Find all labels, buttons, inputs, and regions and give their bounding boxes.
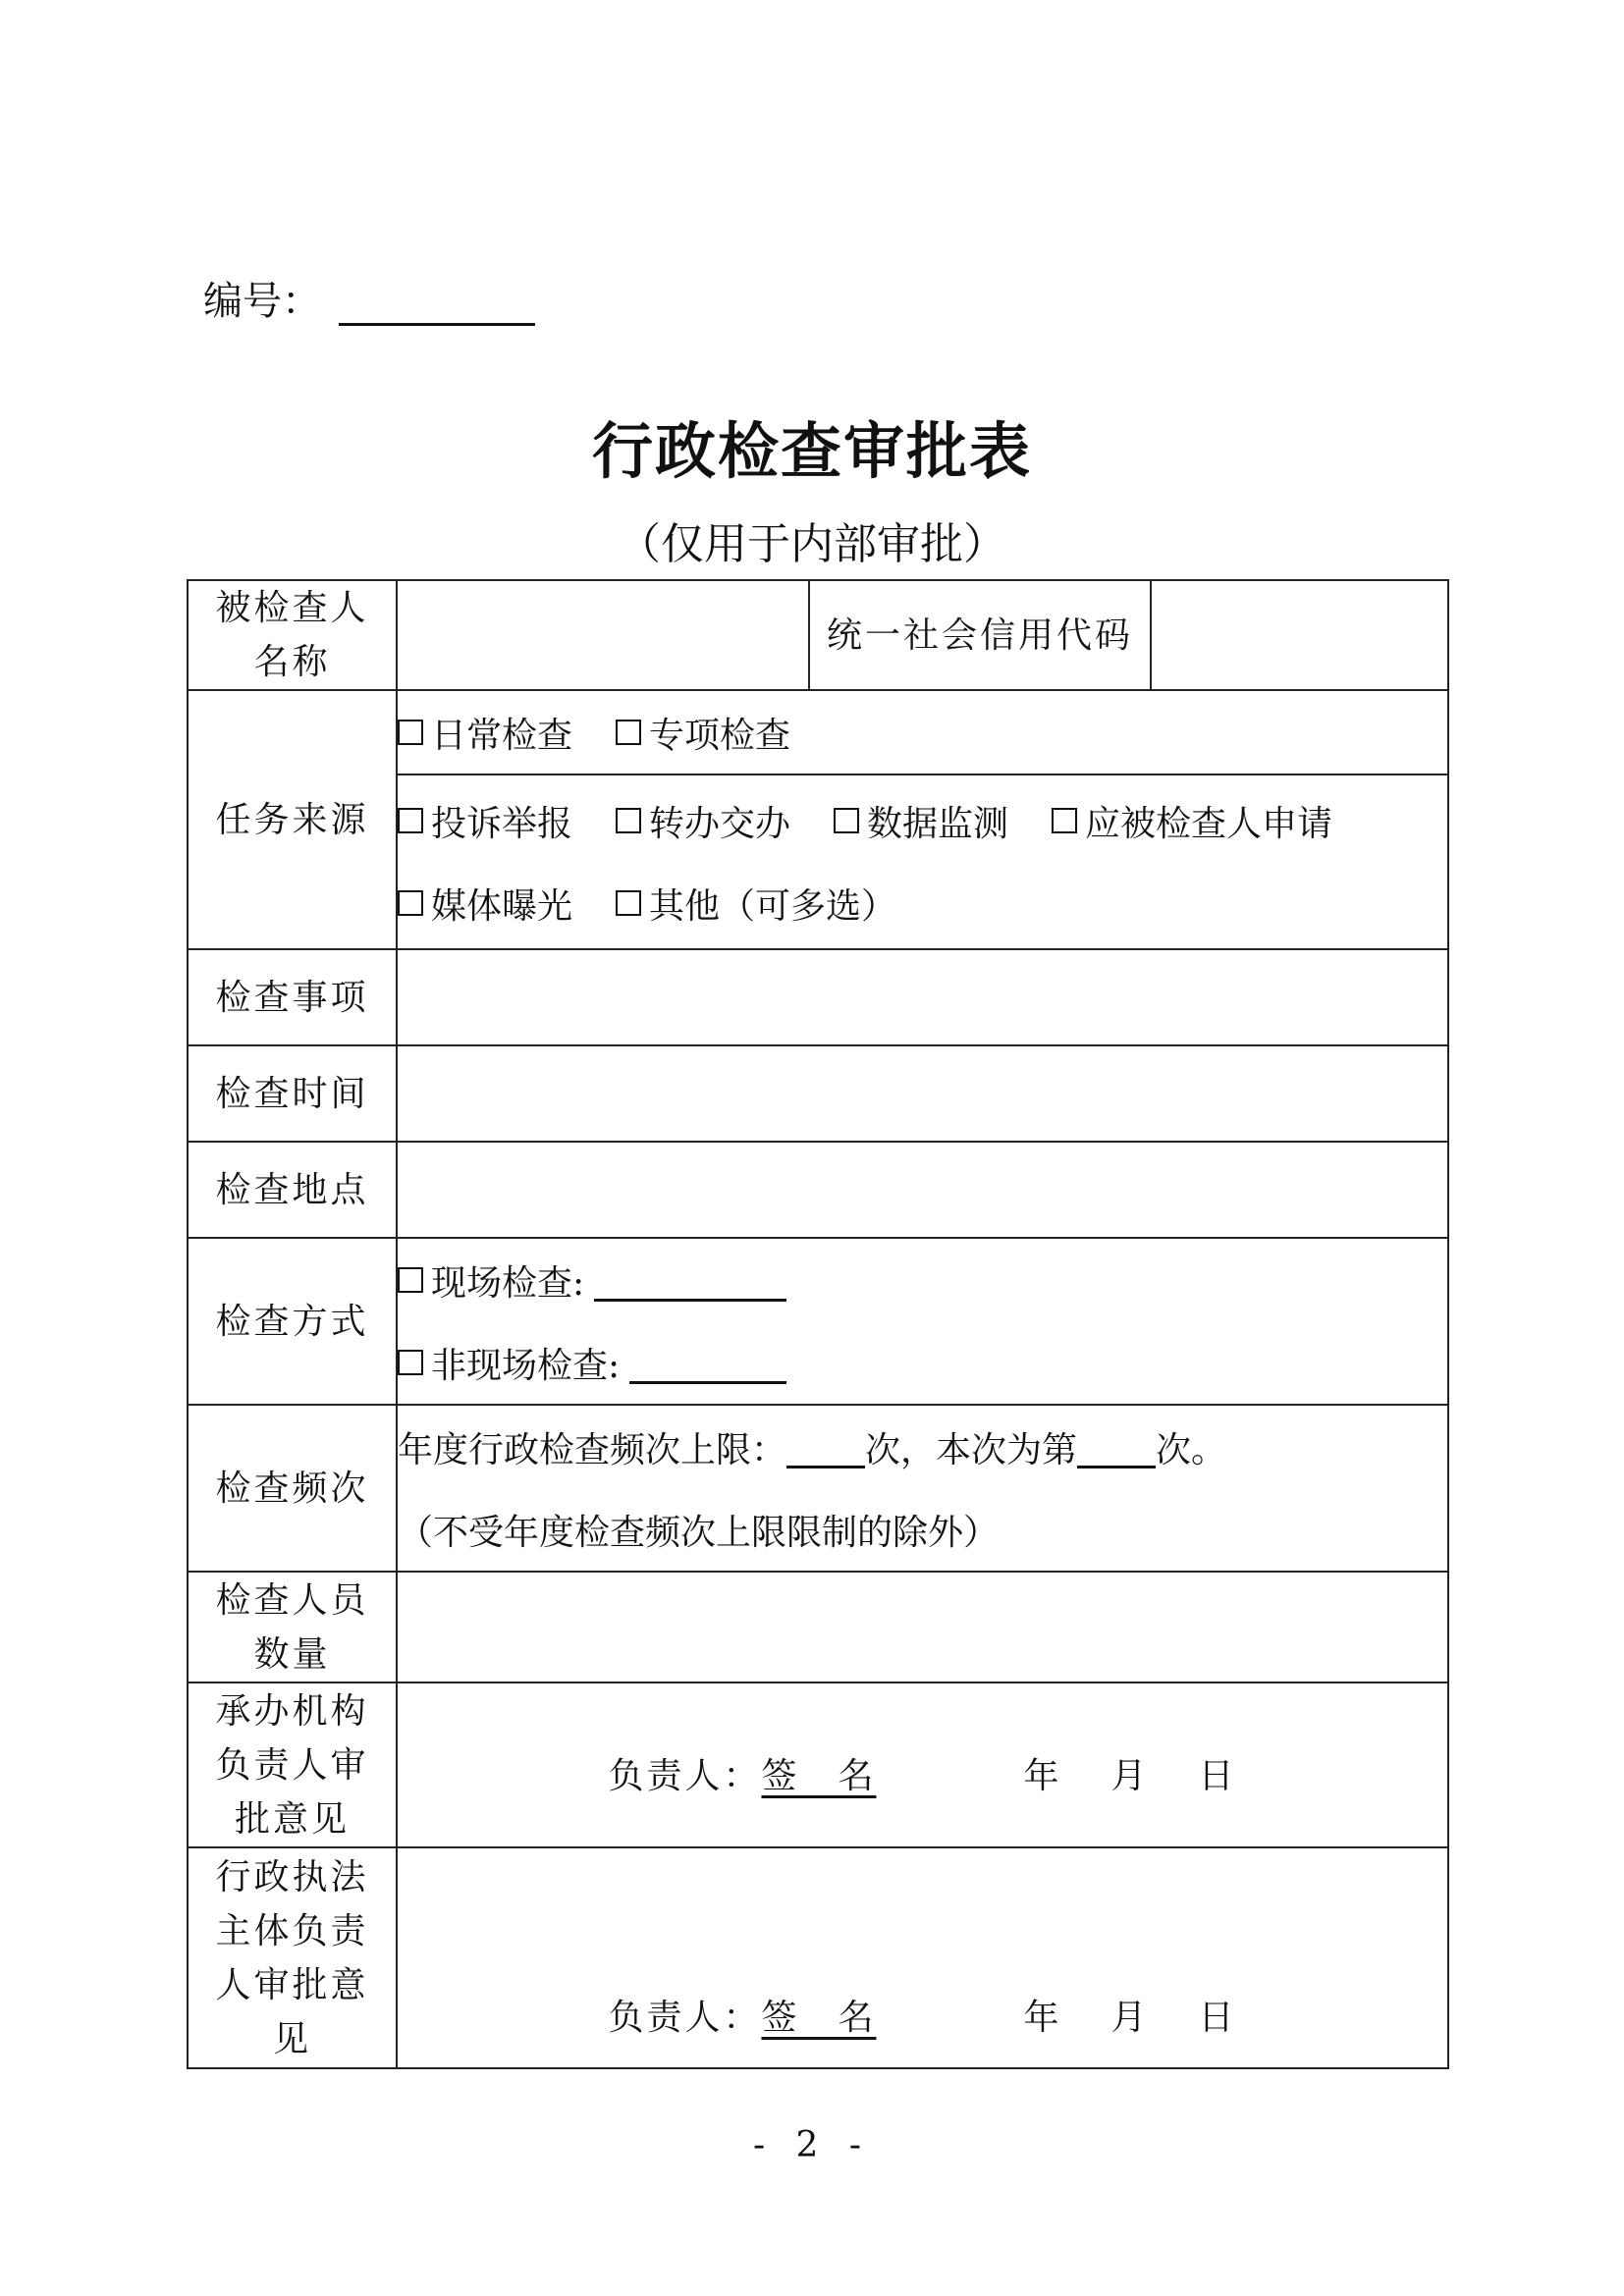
row-org-approval [188,1682,1448,1847]
task-source-options-2 [397,774,1448,949]
inspected-name-label: 被检查人名称 [188,580,397,690]
inspection-method-label: 检查方式 [188,1238,397,1405]
document-number [203,277,535,326]
credit-code-label: 统一社会信用代码 [809,580,1151,690]
org-month: 月 [1110,1755,1150,1796]
row-inspection-place [188,1142,1448,1238]
org-signature-line [398,1733,1447,1798]
page-number: - 2 - [752,2125,872,2165]
org-signer-label: 负责人： [608,1755,762,1796]
inspection-method-options [397,1238,1448,1405]
inspection-frequency-content [397,1405,1448,1572]
option-media-exposure[interactable]: 媒体曝光 [398,879,572,929]
task-source-options-1 [397,690,1448,774]
inspectors-count-label: 检查人员数量 [188,1572,397,1682]
inspection-item-label: 检查事项 [188,949,397,1045]
org-year: 年 [1023,1755,1062,1796]
row-inspection-method [188,1238,1448,1405]
entity-month: 月 [1110,1998,1150,2038]
row-inspected-name [188,580,1448,690]
option-onsite-inspection[interactable]: 现场检查: [398,1255,786,1306]
offsite-blank-field[interactable] [629,1342,786,1384]
row-inspectors-count [188,1572,1448,1682]
checkbox-icon [398,808,423,833]
frequency-text-c: 次。 [1156,1429,1227,1470]
row-inspection-frequency [188,1405,1448,1572]
inspection-item-field[interactable] [397,949,1448,1045]
onsite-blank-field[interactable] [594,1259,786,1302]
checkbox-icon [834,808,859,833]
option-data-monitoring[interactable]: 数据监测 [834,796,1008,846]
org-signature[interactable]: 签 名 [761,1755,877,1796]
org-approval-label: 承办机构负责人审批意见 [188,1682,397,1847]
frequency-current-field[interactable] [1077,1426,1156,1468]
checkbox-icon [616,808,641,833]
frequency-text-a: 年度行政检查频次上限： [398,1429,787,1470]
checkbox-icon [616,890,641,916]
document-number-label: 编号： [203,279,321,324]
row-task-source-1 [188,690,1448,774]
option-offsite-inspection[interactable]: 非现场检查: [398,1338,786,1388]
option-special-inspection[interactable]: 专项检查 [616,708,790,758]
option-requested-by-inspected[interactable]: 应被检查人申请 [1052,796,1332,846]
inspection-place-label: 检查地点 [188,1142,397,1238]
inspection-place-field[interactable] [397,1142,1448,1238]
checkbox-icon [398,720,423,745]
org-day: 日 [1198,1755,1237,1796]
row-inspection-item [188,949,1448,1045]
inspection-time-label: 检查时间 [188,1045,397,1142]
row-inspection-time [188,1045,1448,1142]
frequency-note: （不受年度检查频次上限限制的除外） [398,1512,1000,1553]
checkbox-icon [1052,808,1077,833]
checkbox-icon [398,1350,423,1375]
entity-day: 日 [1198,1998,1237,2038]
row-entity-approval [188,1847,1448,2068]
entity-approval-label: 行政执法主体负责人审批意见 [188,1847,397,2068]
option-routine-inspection[interactable]: 日常检查 [398,708,572,758]
page-subtitle: （仅用于内部审批） [618,519,1006,569]
page-title: 行政检查审批表 [591,415,1032,487]
checkbox-icon [398,1267,423,1293]
checkbox-icon [616,720,641,745]
inspection-frequency-label: 检查频次 [188,1405,397,1572]
option-transferred[interactable]: 转办交办 [616,796,790,846]
option-complaint-report[interactable]: 投诉举报 [398,796,572,846]
task-source-label: 任务来源 [188,690,397,949]
option-other[interactable]: 其他（可多选） [616,879,896,929]
approval-form-table [187,579,1449,2069]
entity-year: 年 [1023,1998,1062,2038]
checkbox-icon [398,890,423,916]
inspectors-count-field[interactable] [397,1572,1448,1682]
inspected-name-field[interactable] [397,580,809,690]
entity-approval-field[interactable] [397,1847,1448,2068]
entity-signature[interactable]: 签 名 [761,1998,877,2038]
document-number-field[interactable] [339,280,535,326]
frequency-text-b: 次，本次为第 [865,1429,1078,1470]
entity-signature-line [398,1990,1447,2067]
org-approval-field[interactable] [397,1682,1448,1847]
inspection-time-field[interactable] [397,1045,1448,1142]
credit-code-field[interactable] [1151,580,1448,690]
frequency-limit-field[interactable] [786,1426,865,1468]
entity-signer-label: 负责人： [608,1998,762,2038]
